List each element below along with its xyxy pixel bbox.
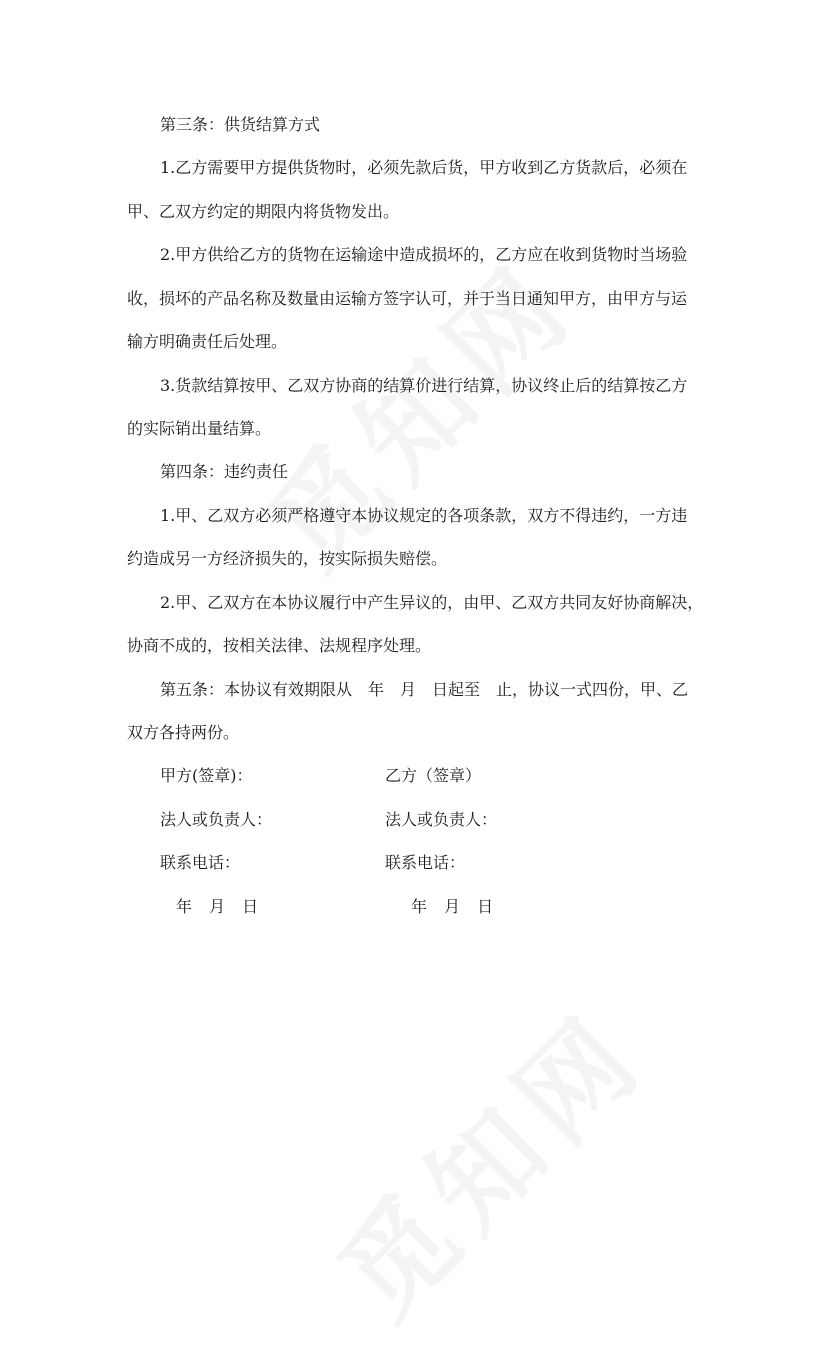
article3-p2-line3: 输方明确责任后处理。: [127, 332, 288, 351]
article3-p2-line2: 收，损坏的产品名称及数量由运输方签字认可，并于当日通知甲方，由甲方与运: [127, 289, 688, 308]
party-b-phone-label: 联系电话：: [385, 853, 466, 872]
article4-p1-line1: 1.甲、乙双方必须严格遵守本协议规定的各项条款，双方不得违约，一方违: [160, 506, 688, 525]
article3-heading: 第三条：供货结算方式: [160, 115, 321, 134]
article4-p2-line2: 协商不成的，按相关法律、法规程序处理。: [127, 636, 432, 655]
party-a-phone-label: 联系电话：: [160, 853, 241, 872]
party-b-rep-label: 法人或负责人：: [385, 810, 498, 829]
article3-p1-line1: 1.乙方需要甲方提供货物时，必须先款后货，甲方收到乙方货款后，必须在: [160, 158, 688, 177]
party-a-rep-label: 法人或负责人：: [160, 810, 273, 829]
party-b-date: 年 月 日: [411, 897, 494, 916]
party-b-sign-label: 乙方（签章）: [385, 766, 482, 785]
article4-heading: 第四条：违约责任: [160, 462, 289, 481]
article4-p2-line1: 2.甲、乙双方在本协议履行中产生异议的，由甲、乙双方共同友好协商解决，: [160, 593, 704, 612]
article4-p1-line2: 约造成另一方经济损失的，按实际损失赔偿。: [127, 549, 448, 568]
watermark: [299, 972, 674, 1346]
article3-p1-line2: 甲、乙双方约定的期限内将货物发出。: [127, 202, 400, 221]
party-a-sign-label: 甲方(签章)：: [160, 766, 253, 785]
article3-p3-line2: 的实际销出量结算。: [127, 419, 272, 438]
article5-line2: 双方各持两份。: [127, 723, 240, 742]
article5-line1: 第五条：本协议有效期限从 年 月 日起至 止，协议一式四份，甲、乙: [160, 680, 689, 699]
party-a-date: 年 月 日: [176, 897, 259, 916]
article3-p3-line1: 3.货款结算按甲、乙双方协商的结算价进行结算，协议终止后的结算按乙方: [160, 376, 688, 395]
article3-p2-line1: 2.甲方供给乙方的货物在运输途中造成损坏的，乙方应在收到货物时当场验: [160, 245, 688, 264]
watermark: [229, 222, 604, 597]
